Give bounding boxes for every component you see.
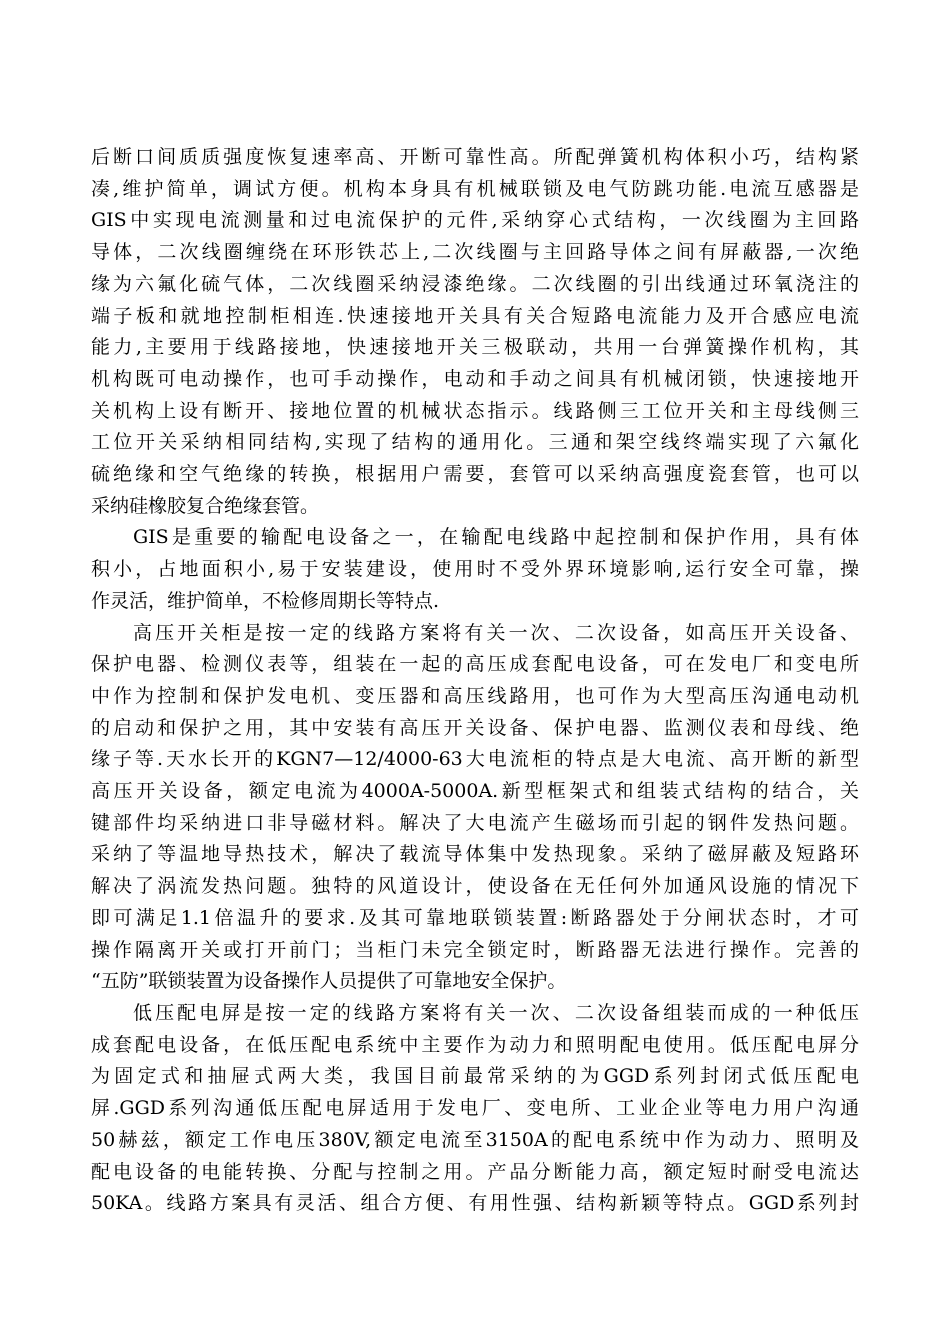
text-line: 高压开关设备，额定电流为4000A-5000A.新型框架式和组装式结构的结合，关: [91, 780, 859, 803]
text-line: 低压配电屏是按一定的线路方案将有关一次、二次设备组装而成的一种低压: [133, 1001, 859, 1024]
text-line: 的启动和保护之用，其中安装有高压开关设备、保护电器、监测仪表和母线、绝: [91, 716, 859, 739]
text-line: 50赫兹，额定工作电压380V,额定电流至3150A的配电系统中作为动力、照明及: [91, 1128, 859, 1151]
text-line: 高压开关柜是按一定的线路方案将有关一次、二次设备，如高压开关设备、: [133, 621, 859, 644]
text-line: 作灵活，维护简单，不检修周期长等特点.: [91, 589, 440, 612]
text-line: 即可满足1.1倍温升的要求.及其可靠地联锁装置:断路器处于分闸状态时，才可: [91, 906, 859, 929]
text-line: 凑,维护简单，调试方便。机构本身具有机械联锁及电气防跳功能.电流互感器是: [91, 177, 859, 200]
text-line: GIS是重要的输配电设备之一，在输配电线路中起控制和保护作用，具有体: [133, 526, 859, 549]
text-line: 能力,主要用于线路接地，快速接地开关三极联动，共用一台弹簧操作机构，其: [91, 336, 859, 359]
paragraph-4: [91, 998, 859, 1220]
text-line: 成套配电设备，在低压配电系统中主要作为动力和照明配电使用。低压配电屏分: [91, 1033, 859, 1056]
text-line: 积小，占地面积小,易于安装建设，使用时不受外界环境影响,运行安全可靠，操: [91, 558, 859, 581]
text-line: 端子板和就地控制柜相连.快速接地开关具有关合短路电流能力及开合感应电流: [91, 304, 859, 327]
document-body: [91, 142, 859, 1220]
paragraph-3: [91, 618, 859, 998]
text-line: 操作隔离开关或打开前门；当柜门未完全锁定时，断路器无法进行操作。完善的: [91, 938, 859, 961]
text-line: 屏.GGD系列沟通低压配电屏适用于发电厂、变电所、工业企业等电力用户沟通: [91, 1097, 859, 1120]
text-line: 后断口间质质强度恢复速率高、开断可靠性高。所配弹簧机构体积小巧，结构紧: [91, 146, 859, 168]
text-line: 工位开关采纳相同结构,实现了结构的通用化。三通和架空线终端实现了六氟化: [91, 431, 859, 454]
text-line: 50KA。线路方案具有灵活、组合方便、有用性强、结构新颖等特点。GGD系列封: [91, 1192, 859, 1215]
text-line: 解决了涡流发热问题。独特的风道设计，使设备在无任何外加通风设施的情况下: [91, 875, 859, 898]
text-line: 关机构上设有断开、接地位置的机械状态指示。线路侧三工位开关和主母线侧三: [91, 399, 859, 422]
text-line: “五防”联锁装置为设备操作人员提供了可靠地安全保护。: [91, 970, 567, 993]
paragraph-2: [91, 522, 859, 617]
paragraph-1: [91, 142, 859, 522]
text-line: 机构既可电动操作，也可手动操作，电动和手动之间具有机械闭锁，快速接地开: [91, 367, 859, 390]
text-line: 键部件均采纳进口非导磁材料。解决了大电流产生磁场而引起的钢件发热问题。: [91, 811, 859, 834]
text-line: 缘子等.天水长开的KGN7—12/4000-63大电流柜的特点是大电流、高开断的新型: [91, 748, 859, 771]
text-line: 保护电器、检测仪表等，组装在一起的高压成套配电设备，可在发电厂和变电所: [91, 653, 859, 676]
text-line: GIS中实现电流测量和过电流保护的元件,采纳穿心式结构，一次线圈为主回路: [91, 209, 859, 232]
text-line: 中作为控制和保护发电机、变压器和高压线路用，也可作为大型高压沟通电动机: [91, 684, 859, 707]
text-line: 采纳了等温地导热技术，解决了载流导体集中发热现象。采纳了磁屏蔽及短路环: [91, 843, 859, 866]
text-line: 为固定式和抽屉式两大类，我国目前最常采纳的为GGD系列封闭式低压配电: [91, 1065, 859, 1088]
text-line: 配电设备的电能转换、分配与控制之用。产品分断能力高，额定短时耐受电流达: [91, 1160, 859, 1183]
text-line: 采纳硅橡胶复合绝缘套管。: [91, 494, 320, 517]
text-line: 硫绝缘和空气绝缘的转换，根据用户需要，套管可以采纳高强度瓷套管，也可以: [91, 463, 859, 486]
text-line: 导体，二次线圈缠绕在环形铁芯上,二次线圈与主回路导体之间有屏蔽器,一次绝: [91, 241, 859, 264]
text-line: 缘为六氟化硫气体，二次线圈采纳浸漆绝缘。二次线圈的引出线通过环氧浇注的: [91, 272, 859, 295]
